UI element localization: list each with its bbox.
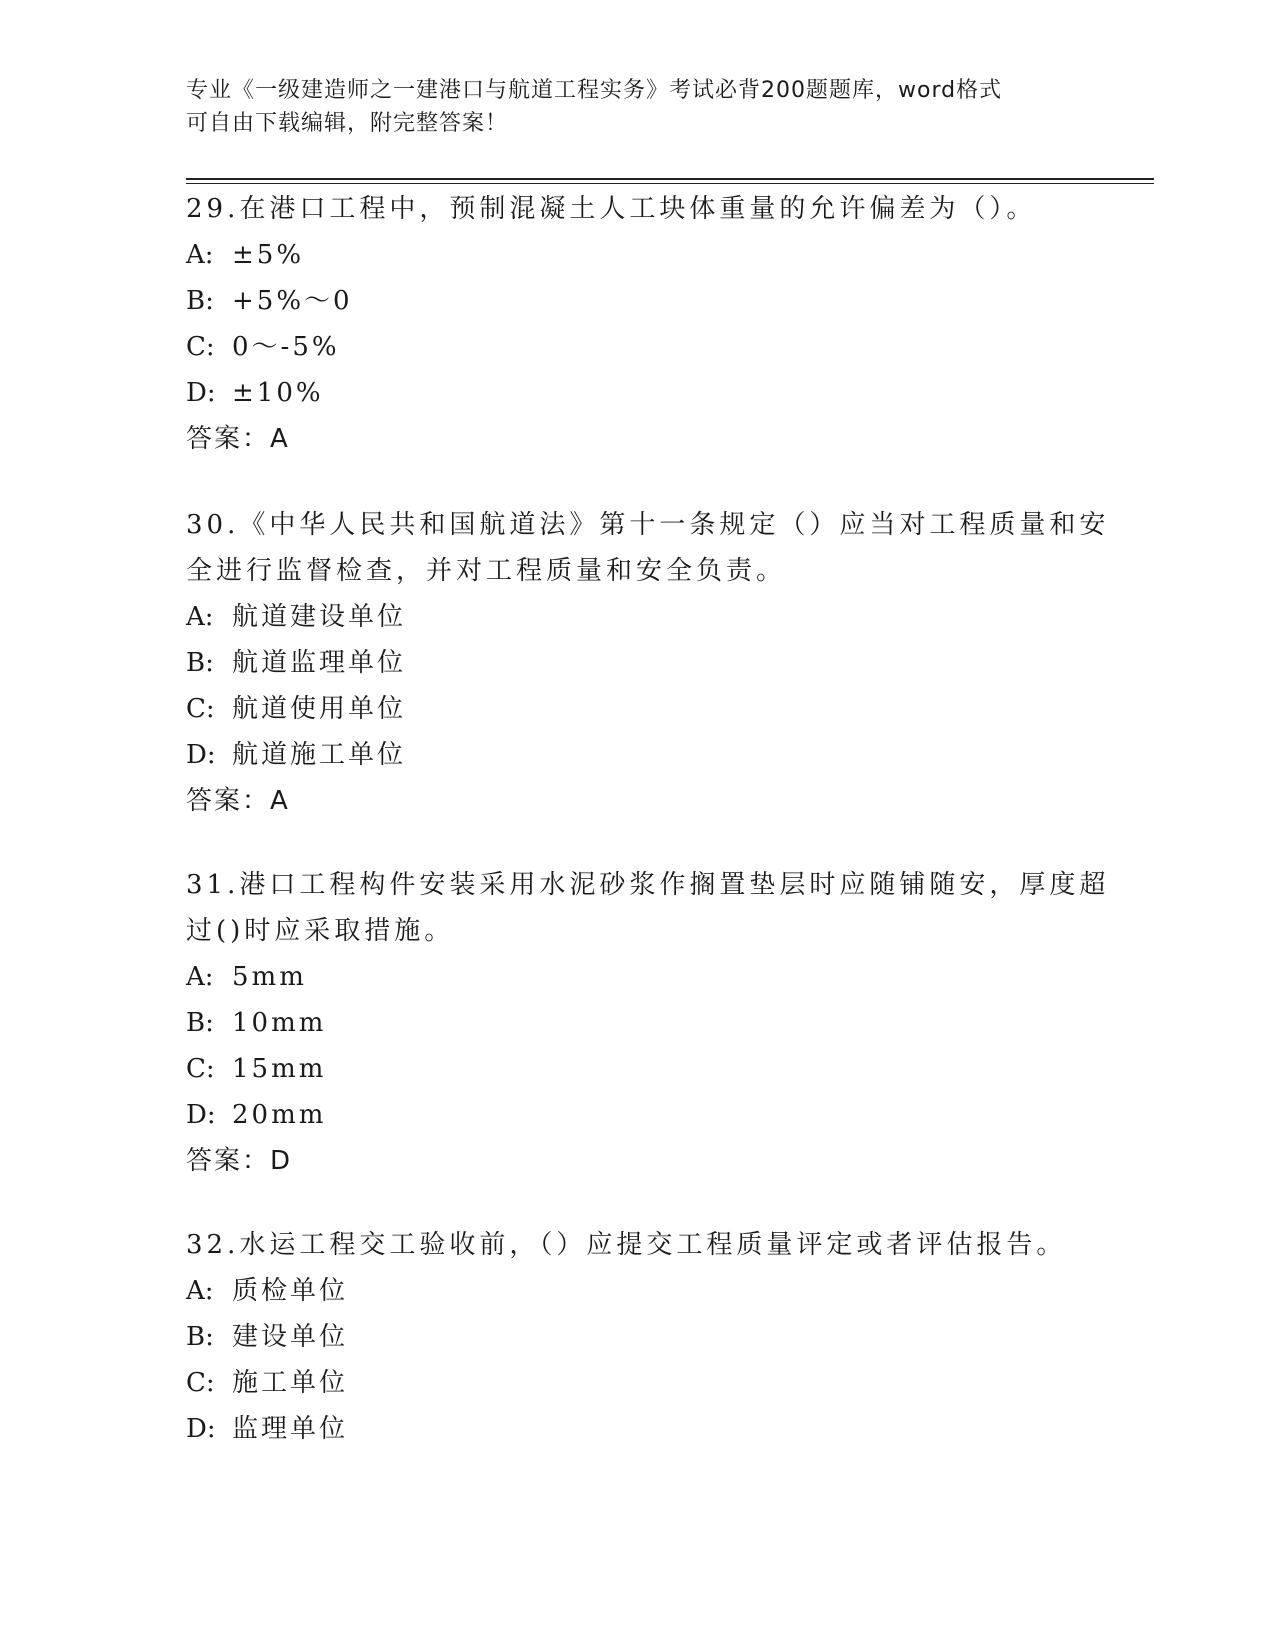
option-letter: B: (186, 1008, 214, 1038)
question-30 (186, 502, 1110, 824)
header-line-1: 专业《一级建造师之一建港口与航道工程实务》考试必背200题题库，word格式 (186, 78, 1003, 103)
option-c (186, 1046, 1086, 1092)
question-stem (186, 862, 1110, 954)
document-header (186, 74, 1076, 140)
option-text: 航道监理单位 (232, 648, 407, 678)
header-line-2: 可自由下载编辑，附完整答案！ (186, 111, 509, 136)
option-letter: A: (186, 240, 214, 270)
option-letter: B: (186, 286, 214, 316)
option-text: 施工单位 (232, 1368, 349, 1398)
option-c (186, 324, 1086, 370)
option-text: 5mm (232, 962, 307, 992)
option-letter: B: (186, 1322, 214, 1352)
option-text: 航道建设单位 (232, 602, 407, 632)
option-text: 航道施工单位 (232, 740, 407, 770)
option-b (186, 1000, 1086, 1046)
option-d (186, 1406, 1086, 1452)
option-text: +5%～0 (232, 286, 353, 316)
option-text: 航道使用单位 (232, 694, 407, 724)
question-line: 全进行监督检查，并对工程质量和安全负责。 (186, 556, 787, 586)
option-text: 质检单位 (232, 1276, 349, 1306)
option-text: 10mm (232, 1008, 327, 1038)
answer-line: 答案：A (186, 786, 290, 816)
option-a (186, 1268, 1086, 1314)
header-divider-thick (186, 178, 1154, 180)
question-32 (186, 1222, 1086, 1452)
option-d (186, 732, 1086, 778)
option-c (186, 686, 1086, 732)
option-text: ±5% (232, 240, 305, 270)
option-letter: A: (186, 602, 214, 632)
question-31 (186, 862, 1110, 1184)
option-text: 建设单位 (232, 1322, 349, 1352)
question-line: 30.《中华人民共和国航道法》第十一条规定（）应当对工程质量和安 (186, 510, 1110, 540)
option-letter: A: (186, 962, 214, 992)
option-text: 20mm (232, 1100, 327, 1130)
option-text: 0～-5% (232, 332, 340, 362)
option-letter: B: (186, 648, 214, 678)
option-d (186, 370, 1086, 416)
option-letter: D: (186, 740, 216, 770)
option-letter: C: (186, 694, 215, 724)
question-stem (186, 186, 1086, 232)
option-text: 监理单位 (232, 1414, 349, 1444)
option-d (186, 1092, 1086, 1138)
header-divider-thin (186, 183, 1154, 184)
option-b (186, 640, 1086, 686)
option-text: ±10% (232, 378, 324, 408)
option-letter: A: (186, 1276, 214, 1306)
option-letter: C: (186, 1054, 215, 1084)
question-line: 31.港口工程构件安装采用水泥砂浆作搁置垫层时应随铺随安，厚度超 (186, 870, 1110, 900)
answer-line: 答案：D (186, 1146, 293, 1176)
option-letter: C: (186, 332, 215, 362)
option-letter: D: (186, 1414, 216, 1444)
answer-line: 答案：A (186, 424, 290, 454)
option-a (186, 232, 1086, 278)
option-a (186, 954, 1086, 1000)
question-line: 29.在港口工程中，预制混凝土人工块体重量的允许偏差为（）。 (186, 194, 1037, 224)
option-c (186, 1360, 1086, 1406)
option-a (186, 594, 1086, 640)
question-stem (186, 502, 1110, 594)
option-b (186, 278, 1086, 324)
option-letter: C: (186, 1368, 215, 1398)
option-text: 15mm (232, 1054, 327, 1084)
question-line: 32.水运工程交工验收前，（）应提交工程质量评定或者评估报告。 (186, 1230, 1067, 1260)
question-29 (186, 186, 1086, 462)
question-line: 过()时应采取措施。 (186, 916, 455, 946)
option-b (186, 1314, 1086, 1360)
option-letter: D: (186, 378, 216, 408)
question-stem (186, 1222, 1086, 1268)
option-letter: D: (186, 1100, 216, 1130)
